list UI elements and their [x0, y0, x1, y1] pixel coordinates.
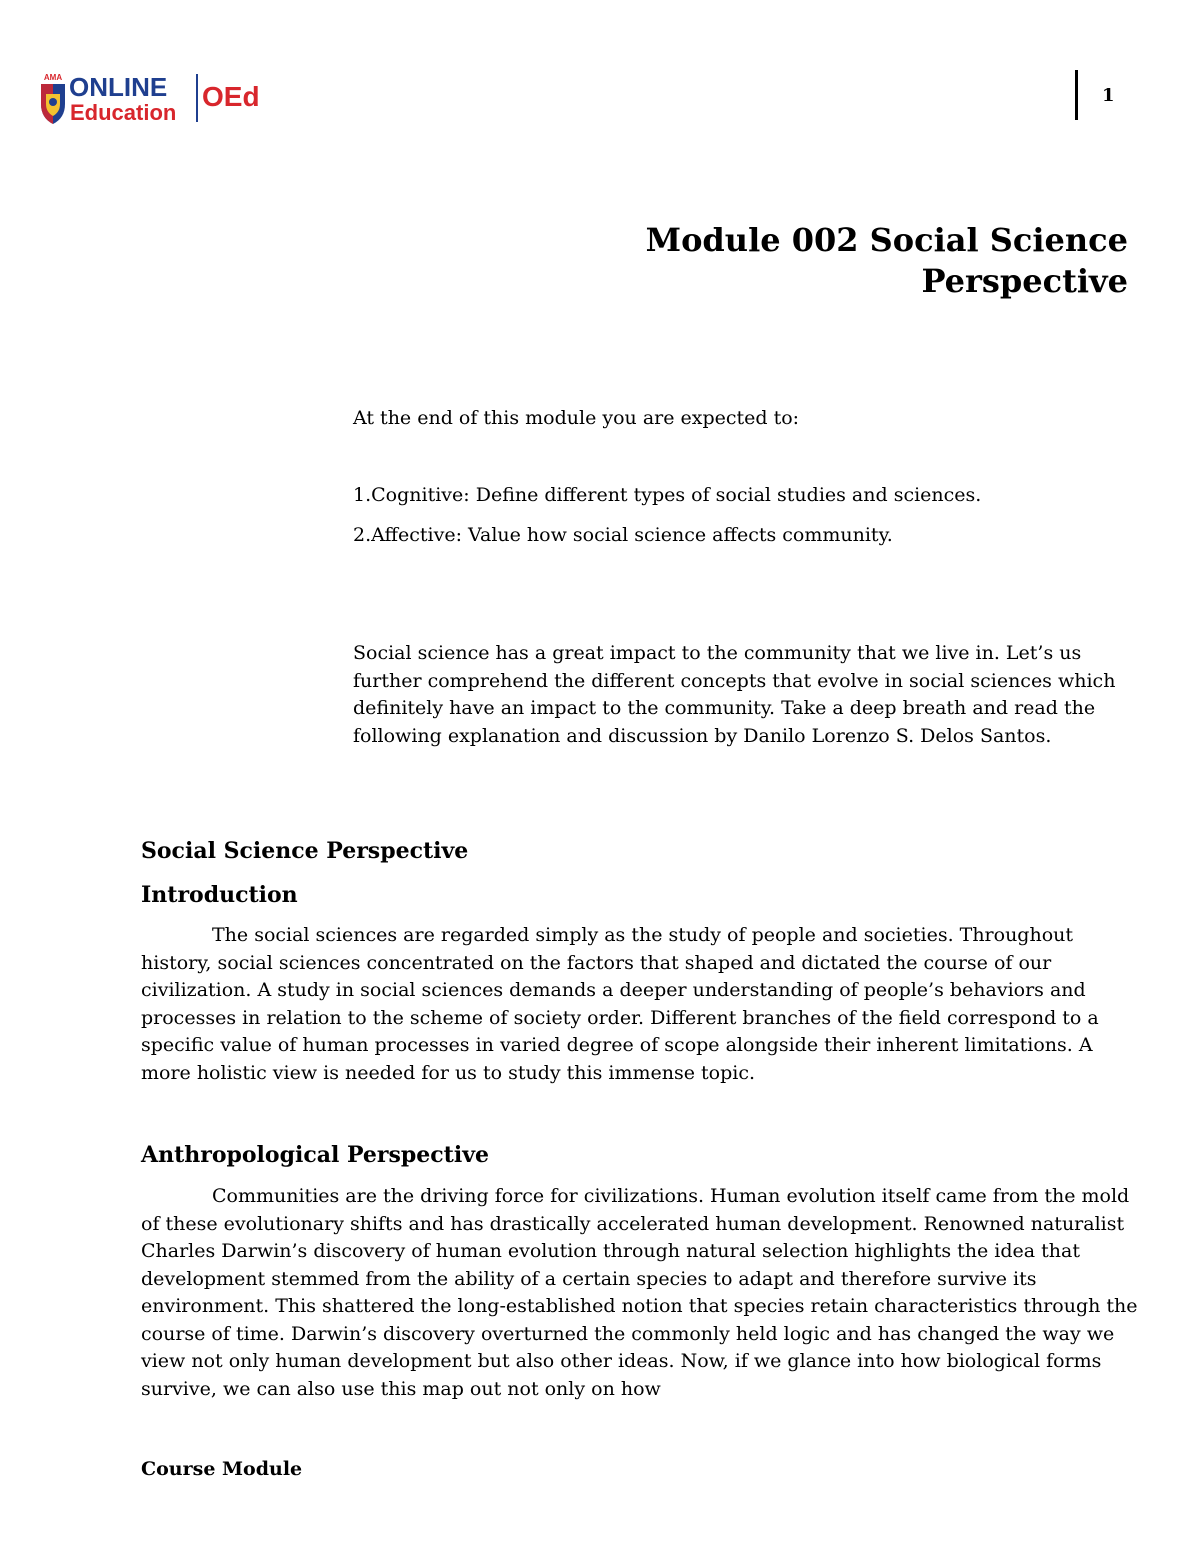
- section-heading-anthropological: Anthropological Perspective: [141, 1142, 489, 1168]
- shield-seal-icon: [41, 73, 65, 124]
- module-title-line1: Module 002 Social Science: [645, 221, 1128, 259]
- logo-online-text: ONLINE: [69, 72, 168, 102]
- online-education-logo: [38, 70, 274, 126]
- logo-divider: [196, 74, 198, 122]
- anthropological-paragraph: Communities are the driving force for civilizations. Human evolution itself came from the mold of these evolutionary shifts and has drastically accelerated human development. Renowned naturalist Charles Darwin’s discovery of human evolution through natural selection highlights the idea that development stemmed from the ability of a certain species to adapt and therefore survive its environment. This shattered the long-established notion that species retain characteristics through the course of time. Darwin’s discovery overturned the commonly held logic and has changed the way we view not only human development but also other ideas. Now, if we glance into how biological forms survive, we can also use this map out not only on how: [141, 1185, 1138, 1400]
- section-heading-social-science: Social Science Perspective: [141, 838, 469, 864]
- learning-objectives: [353, 405, 1143, 562]
- objectives-intro: At the end of this module you are expected to:: [353, 407, 800, 429]
- seal-label: AMA: [43, 73, 63, 82]
- module-title-line2: Perspective: [921, 262, 1128, 300]
- module-overview: Social science has a great impact to the community that we live in. Let’s us further comprehend the different concepts that evolve in social sciences which definitely have an impact to the community. Take a deep breath and read the following explanation and discussion by Danilo Lorenzo S. Delos Santos.: [353, 642, 1116, 747]
- objective-affective: 2.Affective: Value how social science affects community.: [353, 524, 893, 546]
- module-title: [646, 220, 1128, 302]
- logo-oed-text: OEd: [202, 81, 260, 112]
- footer-course-module: Course Module: [141, 1458, 303, 1480]
- objective-cognitive: 1.Cognitive: Define different types of social studies and sciences.: [353, 484, 982, 506]
- header-rule: [1075, 70, 1078, 120]
- section-heading-introduction: Introduction: [141, 882, 298, 908]
- page-number: 1: [1102, 85, 1115, 106]
- logo-education-text: Education: [70, 100, 177, 125]
- introduction-paragraph: The social sciences are regarded simply as the study of people and societies. Throughout history, social sciences concentrated on the factors that shaped and dictated the course of our civilization. A study in social sciences demands a deeper understanding of people’s behaviors and processes in relation to the scheme of society order. Different branches of the field correspond to a specific value of human processes in varied degree of scope alongside their inherent limitations. A more holistic view is needed for us to study this immense topic.: [141, 924, 1099, 1084]
